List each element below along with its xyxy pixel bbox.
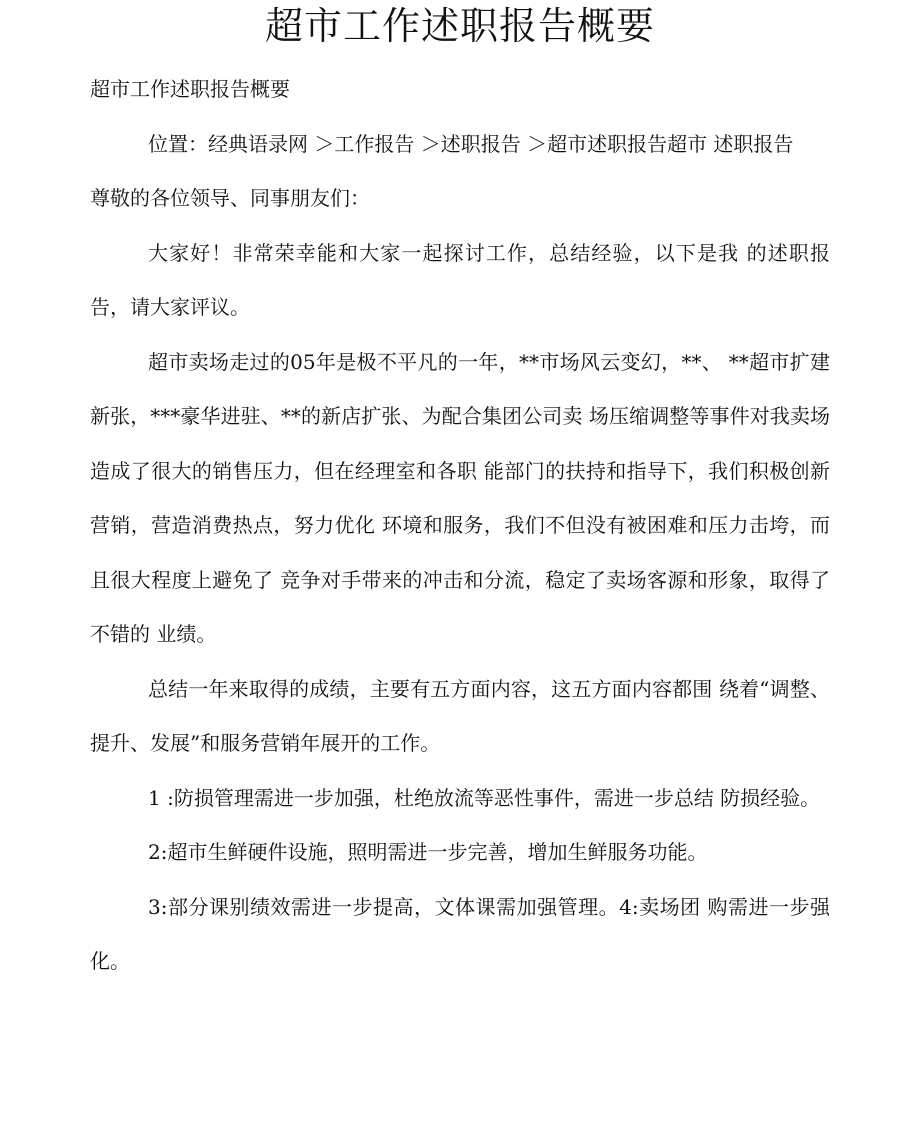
document-body (90, 62, 830, 989)
point-1-paragraph: 1 :防损管理需进一步加强，杜绝放流等恶性事件，需进一步总结 防损经验。 (148, 785, 821, 810)
document-title: 超市工作述职报告概要 (264, 4, 655, 48)
greeting-paragraph: 大家好！非常荣幸能和大家一起探讨工作，总结经验，以下是我 的述职报告，请大家评议。 (90, 240, 830, 319)
location-breadcrumb-paragraph: 位置：经典语录网 ＞工作报告 ＞述职报告 ＞超市述职报告超市 述职报告 (148, 131, 794, 156)
subtitle-paragraph: 超市工作述职报告概要 (90, 77, 290, 101)
salutation-paragraph: 尊敬的各位领导、同事朋友们： (90, 186, 370, 210)
point-2-paragraph: 2:超市生鲜硬件设施，照明需进一步完善，增加生鲜服务功能。 (148, 840, 708, 864)
point-3-4-paragraph: 3:部分课别绩效需进一步提高，文体课需加强管理。4:卖场团 购需进一步强化。 (90, 894, 830, 973)
year-review-paragraph: 超市卖场走过的05年是极不平凡的一年，**市场风云变幻，**、 **超市扩建新张，***豪华进驻、**的新店扩张、为配合集团公司卖 场压缩调整等事件对我卖场造成了很大的销售压力，但在经理室和各职 能部门的扶持和指导下，我们积极创新营销，营造消费热点，努力优化 环境和服务，我们不但没有被困难和压力击垮，而且很大程度上避免了 竞争对手带来的冲击和分流，稳定了卖场客源和形象，取得了不错的 业绩。 (90, 349, 830, 646)
achievements-summary-paragraph: 总结一年来取得的成绩，主要有五方面内容，这五方面内容都围 绕着“调整、提升、发展”和服务营销年展开的工作。 (90, 676, 830, 755)
